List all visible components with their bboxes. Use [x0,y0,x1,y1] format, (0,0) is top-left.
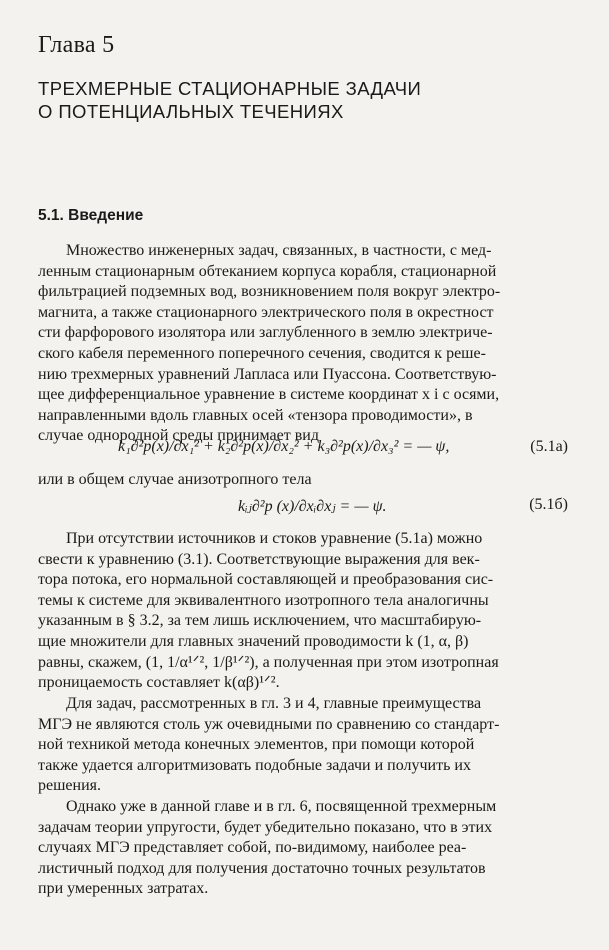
text-line: ского кабеля переменного поперечного сечения, сводится к реше- [38,344,486,362]
text-line: равны, скажем, (1, 1/α¹ᐟ², 1/β¹ᐟ²), а полученная при этом изотропная [38,653,499,671]
text-line: темы к системе для эквивалентного изотропного тела аналогичны [38,591,489,609]
text-line: МГЭ не являются столь уж очевидными по сравнению со стандарт- [38,715,500,733]
section-heading: 5.1. Введение [38,207,144,224]
equation-5-1a [38,438,568,464]
equation-5-1b [38,496,568,522]
equation-number: (5.1б) [529,496,568,513]
equation-expression: kᵢⱼ∂²p (x)/∂xᵢ∂xⱼ = — ψ. [238,498,387,515]
text-line: листичный подход для получения достаточно точных результатов [38,859,486,877]
text-line: Для задач, рассмотренных в гл. 3 и 4, главные преимущества [66,695,482,712]
paragraph-comparison [38,694,568,797]
chapter-label: Глава 5 [38,32,115,58]
paragraph-conductivity [38,529,568,694]
paragraph [38,529,568,550]
chapter-title-line: О ПОТЕНЦИАЛЬНЫХ ТЕЧЕНИЯХ [38,101,344,122]
chapter-title-line: ТРЕХМЕРНЫЕ СТАЦИОНАРНЫЕ ЗАДАЧИ [38,78,422,99]
text-line: случае однородной среды принимает вид [38,427,319,445]
text-line: тора потока, его нормальной составляющей и преобразования сис- [38,571,494,589]
text-line: щие множители для главных значений проводимости k (1, α, β) [38,632,469,650]
text-line: также удается алгоритмизовать подобные задачи и получить их [38,756,471,774]
paragraph [38,694,568,715]
equation-number: (5.1а) [530,438,568,455]
text-line: нию трехмерных уравнений Лапласа или Пуассона. Соответствую- [38,365,497,383]
text-line: ной техникой метода конечных элементов, при помощи которой [38,736,475,754]
paragraph-conclusion [38,797,568,900]
text-line: задачам теории упругости, будет убедительно показано, что в этих [38,818,493,836]
text-line: свести к уравнению (3.1). Соответствующие выражения для век- [38,550,480,568]
text-line: щее дифференциальное уравнение в системе координат x i с осями, [38,386,500,404]
paragraph [38,241,568,262]
text-line: При отсутствии источников и стоков уравнение (5.1а) можно [66,530,483,547]
text-line: магнита, а также стационарного электрического поля в окрестност [38,303,494,321]
text-line: проницаемость составляет k(αβ)¹ᐟ². [38,674,280,692]
text-line: указанным в § 3.2, за тем лишь исключением, что масштабирую- [38,612,482,630]
text-line: Однако уже в данной главе и в гл. 6, посвященной трехмерным [66,798,497,815]
equation-expression: k₁∂²p(x)/∂x₁² + k₂∂²p(x)/∂x₂² + k₃∂²p(x)/∂x₃² = — ψ, [118,438,450,455]
text-line: Множество инженерных задач, связанных, в частности, с мед- [66,242,492,259]
paragraph [38,797,568,818]
chapter-title [38,77,421,123]
text-line: направленными вдоль главных осей «тензора проводимости», в [38,406,473,424]
text-line: сти фарфорового изолятора или заглубленного в землю электриче- [38,324,493,342]
text-line: или в общем случае анизотропного тела [38,471,312,488]
text-line: фильтрацией подземных вод, возникновением поля вокруг электро- [38,283,501,301]
paragraph-intro [38,241,568,447]
text-line: при умеренных затратах. [38,880,209,898]
text-line: ленным стационарным обтеканием корпуса корабля, стационарной [38,262,497,280]
text-line: случаях МГЭ представляет собой, по-видимому, наиболее реа- [38,839,467,857]
text-line: решения. [38,777,102,795]
